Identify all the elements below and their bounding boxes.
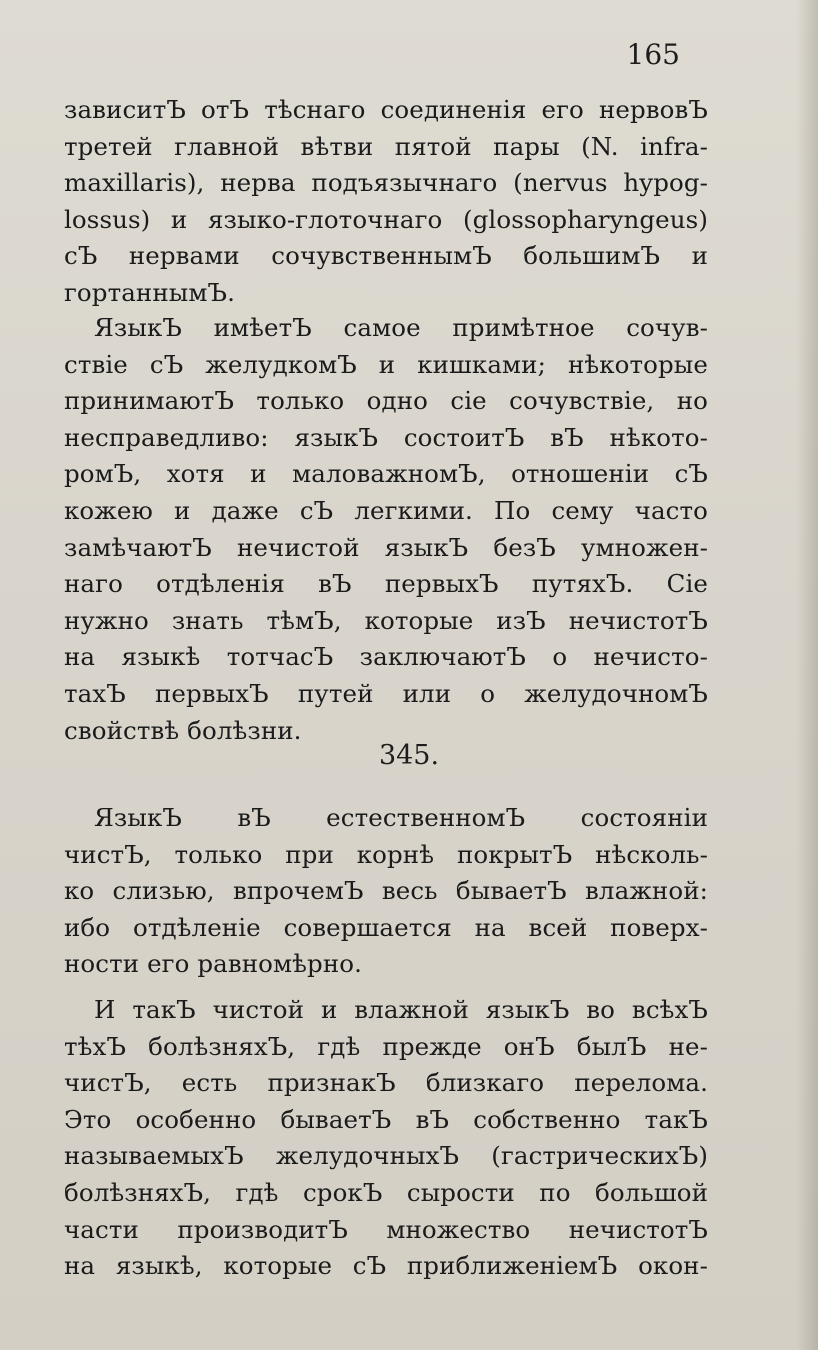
text-line: maxillaris), нерва подъязычнаго (nervus hypog- — [64, 168, 708, 198]
text-line: чистЪ, только при корнѣ покрытЪ нѣсколь- — [64, 839, 708, 869]
text-line: ромЪ, хотя и маловажномЪ, отношеніи сЪ — [64, 459, 708, 489]
text-line: болѣзняхЪ, гдѣ срокЪ сырости по большой — [64, 1177, 708, 1207]
text-line: кожею и даже сЪ легкими. По сему часто — [64, 495, 708, 525]
text-line: ности его равномѣрно. — [64, 949, 362, 979]
section-number: 345. — [378, 740, 440, 771]
page-number: 165 — [626, 38, 680, 71]
text-line: называемыхЪ желудочныхЪ (гастрическихЪ) — [64, 1141, 708, 1171]
text-line: ствіе сЪ желудкомЪ и кишками; нѣкоторые — [64, 349, 708, 379]
text-line: на языкѣ, которые сЪ приближеніемЪ окон- — [64, 1251, 708, 1281]
text-line: на языкѣ тотчасЪ заключаютЪ о нечисто- — [64, 642, 708, 672]
text-line: несправедливо: языкЪ состоитЪ вЪ нѣкото- — [64, 422, 708, 452]
text-line: замѣчаютЪ нечистой языкЪ безЪ умножен- — [64, 532, 708, 562]
text-line: зависитЪ отЪ тѣснаго соединенія его нервовЪ — [64, 95, 708, 124]
text-line: lossus) и языко-глоточнаго (glossopharyngeus) — [64, 204, 708, 234]
text-line: ЯзыкЪ вЪ естественномЪ состояніи — [94, 803, 708, 832]
text-line: Это особенно бываетЪ вЪ собственно такЪ — [64, 1104, 708, 1134]
text-line: чистЪ, есть признакЪ близкаго перелома. — [64, 1068, 708, 1098]
text-line: принимаютЪ только одно сіе сочувствіе, но — [64, 386, 708, 416]
text-line: свойствѣ болѣзни. — [64, 715, 302, 745]
text-line: ибо отдѣленіе совершается на всей поверх- — [64, 912, 708, 942]
text-line: ко слизью, впрочемЪ весь бываетЪ влажной: — [64, 876, 708, 906]
text-line: тѣхЪ болѣзняхЪ, гдѣ прежде онЪ былЪ не- — [64, 1031, 708, 1061]
text-line: ЯзыкЪ имѣетЪ самое примѣтное сочув- — [94, 313, 708, 342]
text-line: третей главной вѣтви пятой пары (N. infra- — [64, 131, 708, 161]
text-line: И такЪ чистой и влажной языкЪ во всѣхЪ — [94, 995, 708, 1024]
paragraph-4 — [64, 992, 708, 1285]
page-edge-shadow — [796, 0, 818, 1350]
paragraph-2 — [64, 310, 708, 749]
text-line: тахЪ первыхЪ путей или о желудочномЪ — [64, 678, 708, 708]
text-line: части производитЪ множество нечистотЪ — [64, 1214, 708, 1244]
text-line: гортаннымЪ. — [64, 277, 235, 307]
text-line: наго отдѣленія вЪ первыхЪ путяхЪ. Сіе — [64, 569, 708, 599]
paragraph-1 — [64, 92, 708, 312]
text-line: сЪ нервами сочувственнымЪ большимЪ и — [64, 241, 708, 271]
paragraph-3 — [64, 800, 708, 983]
text-line: нужно знать тѣмЪ, которые изЪ нечистотЪ — [64, 605, 708, 635]
